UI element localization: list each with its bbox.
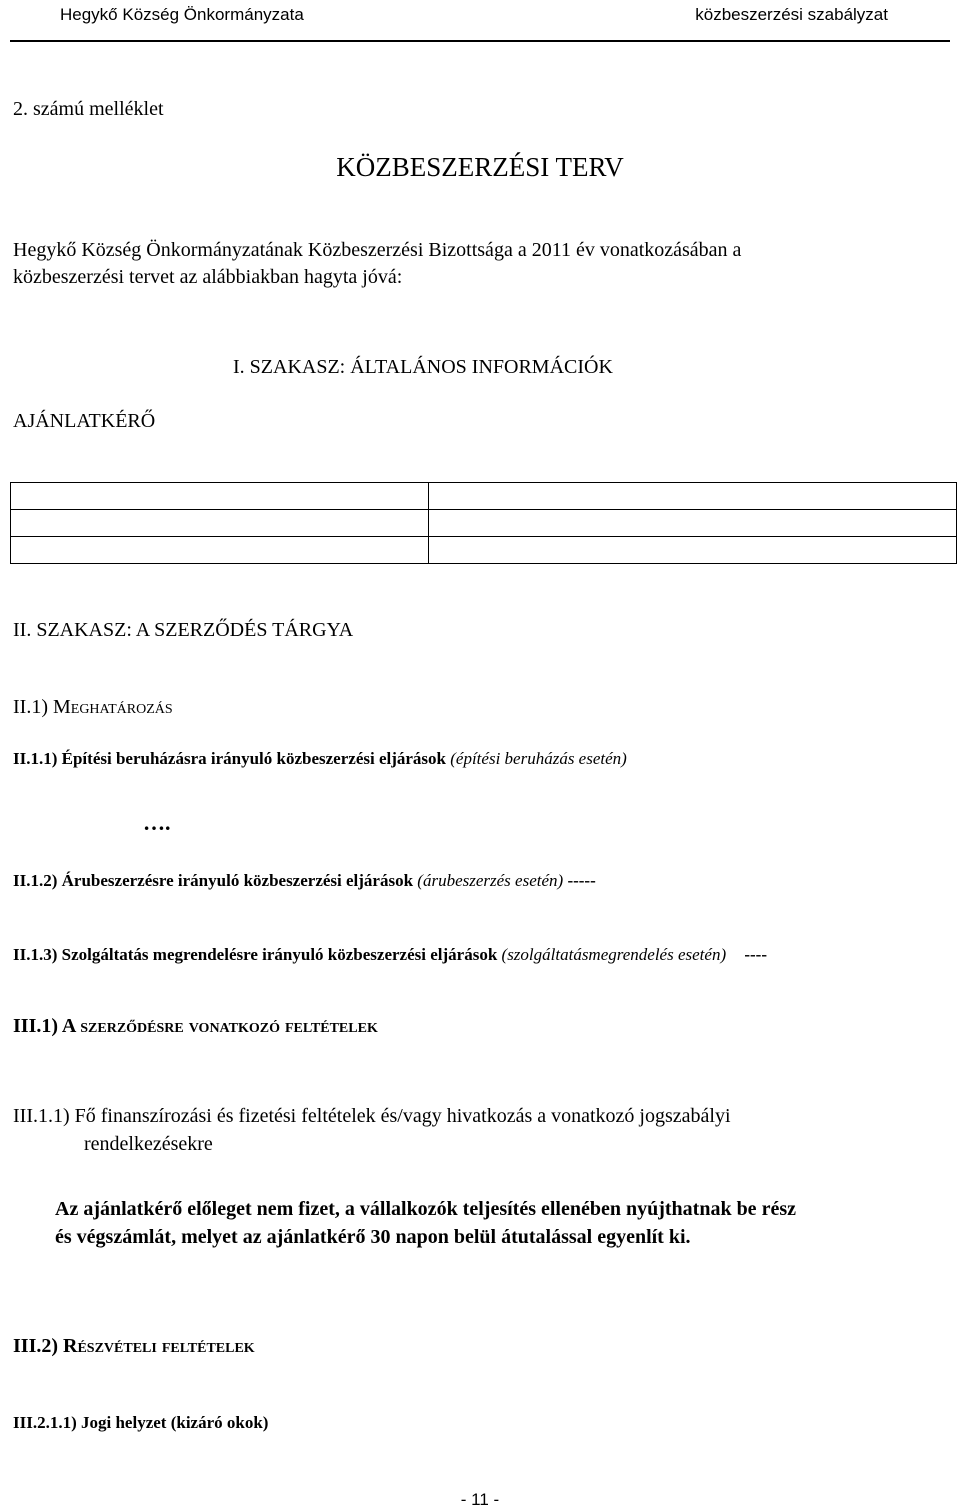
item-works [13, 749, 627, 769]
definition-heading: II.1) Meghatározás [13, 696, 173, 718]
item-services-note: (szolgáltatásmegrendelés esetén) [501, 945, 727, 964]
financing-heading-line-1: III.1.1) Fő finanszírozási és fizetési feltételek és/vagy hivatkozás a vonatkozó jogszabályi [13, 1105, 731, 1127]
table-row [11, 537, 957, 564]
legal-status-heading: III.2.1.1) Jogi helyzet (kizáró okok) [13, 1413, 269, 1432]
table-cell [429, 510, 957, 537]
item-supplies [13, 871, 596, 891]
item-supplies-note: (árubeszerzés esetén) [417, 871, 564, 890]
item-services-label: II.1.3) Szolgáltatás megrendelésre irányuló közbeszerzési eljárások [13, 945, 498, 964]
table-row [11, 483, 957, 510]
payment-statement-line-1: Az ajánlatkérő előleget nem fizet, a vállalkozók teljesítés ellenében nyújthatnak be rész [55, 1198, 796, 1220]
table-cell [429, 537, 957, 564]
contracting-authority-table [10, 482, 957, 564]
document-title: KÖZBESZERZÉSI TERV [336, 152, 624, 182]
table-cell [11, 537, 429, 564]
item-works-label: II.1.1) Építési beruházásra irányuló közbeszerzési eljárások [13, 749, 446, 768]
table-cell [11, 510, 429, 537]
contract-conditions-heading: III.1) A szerződésre vonatkozó feltételek [13, 1015, 378, 1037]
header-municipality: Hegykő Község Önkormányzata [60, 5, 304, 24]
table-cell [429, 483, 957, 510]
item-supplies-value: ----- [567, 871, 596, 890]
table-cell [11, 483, 429, 510]
item-services [13, 945, 767, 965]
intro-line-2: közbeszerzési tervet az alábbiakban hagyta jóvá: [13, 266, 403, 288]
financing-heading-line-2: rendelkezésekre [84, 1133, 213, 1155]
participation-conditions-heading: III.2) Részvételi feltételek [13, 1335, 255, 1357]
header-document-type: közbeszerzési szabályzat [695, 5, 888, 24]
header-divider [10, 40, 950, 42]
contracting-authority-label: AJÁNLATKÉRŐ [13, 410, 156, 432]
item-works-note: (építési beruházás esetén) [450, 749, 627, 768]
table-row [11, 510, 957, 537]
section-1-heading: I. SZAKASZ: ÁLTALÁNOS INFORMÁCIÓK [233, 356, 613, 378]
annex-label: 2. számú melléklet [13, 98, 164, 120]
section-2-heading: II. SZAKASZ: A SZERZŐDÉS TÁRGYA [13, 619, 354, 641]
item-services-value: ---- [744, 945, 768, 964]
item-works-value: …. [143, 810, 171, 835]
item-supplies-label: II.1.2) Árubeszerzésre irányuló közbeszerzési eljárások [13, 871, 414, 890]
payment-statement-line-2: és végszámlát, melyet az ajánlatkérő 30 napon belül átutalással egyenlít ki. [55, 1226, 691, 1248]
page-number: - 11 - [460, 1490, 500, 1509]
intro-line-1: Hegykő Község Önkormányzatának Közbeszerzési Bizottsága a 2011 év vonatkozásában a [13, 239, 742, 261]
